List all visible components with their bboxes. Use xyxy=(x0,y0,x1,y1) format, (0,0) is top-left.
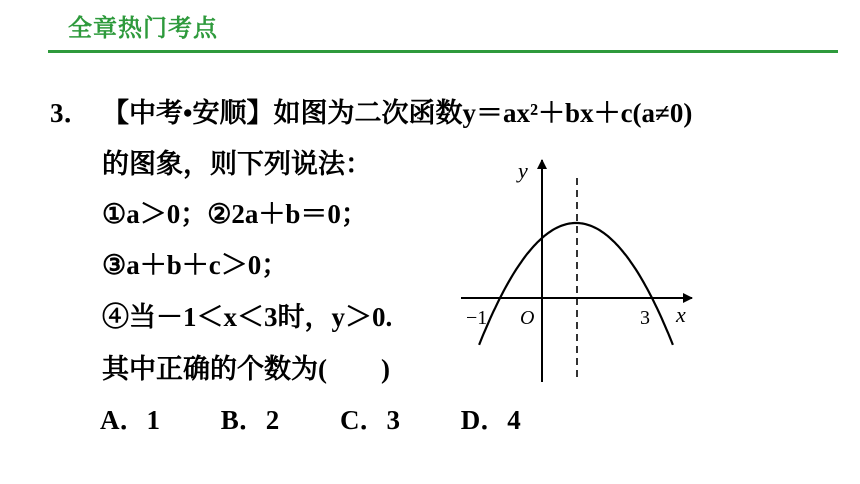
choice-b[interactable]: B．2 xyxy=(220,405,280,435)
choice-c[interactable]: C．3 xyxy=(340,405,401,435)
header-divider xyxy=(48,50,838,53)
x-axis-label: x xyxy=(676,302,686,327)
root-right-label: 3 xyxy=(640,307,650,329)
y-axis-label: y xyxy=(518,158,528,183)
question-prompt: 其中正确的个数为( ) xyxy=(102,354,390,384)
choice-a[interactable]: A．1 xyxy=(100,405,160,435)
question-stem-line2: 的图象，则下列说法： xyxy=(102,149,372,179)
origin-label: O xyxy=(520,307,535,329)
answer-choices xyxy=(100,404,575,436)
question-number: 3． xyxy=(50,98,91,128)
parabola-graph xyxy=(456,150,706,385)
section-title: 全章热门考点 xyxy=(68,14,218,42)
question-stem-line1: 【中考•安顺】如图为二次函数y＝ax²＋bx＋c(a≠0) xyxy=(102,98,693,128)
root-left-label: −1 xyxy=(466,307,488,329)
statement-4: ④当－1＜x＜3时，y＞0. xyxy=(102,302,393,332)
statement-3: ③a＋b＋c＞0； xyxy=(102,250,289,280)
statement-1-2: ①a＞0；②2a＋b＝0； xyxy=(102,199,368,229)
choice-d[interactable]: D．4 xyxy=(460,405,521,435)
